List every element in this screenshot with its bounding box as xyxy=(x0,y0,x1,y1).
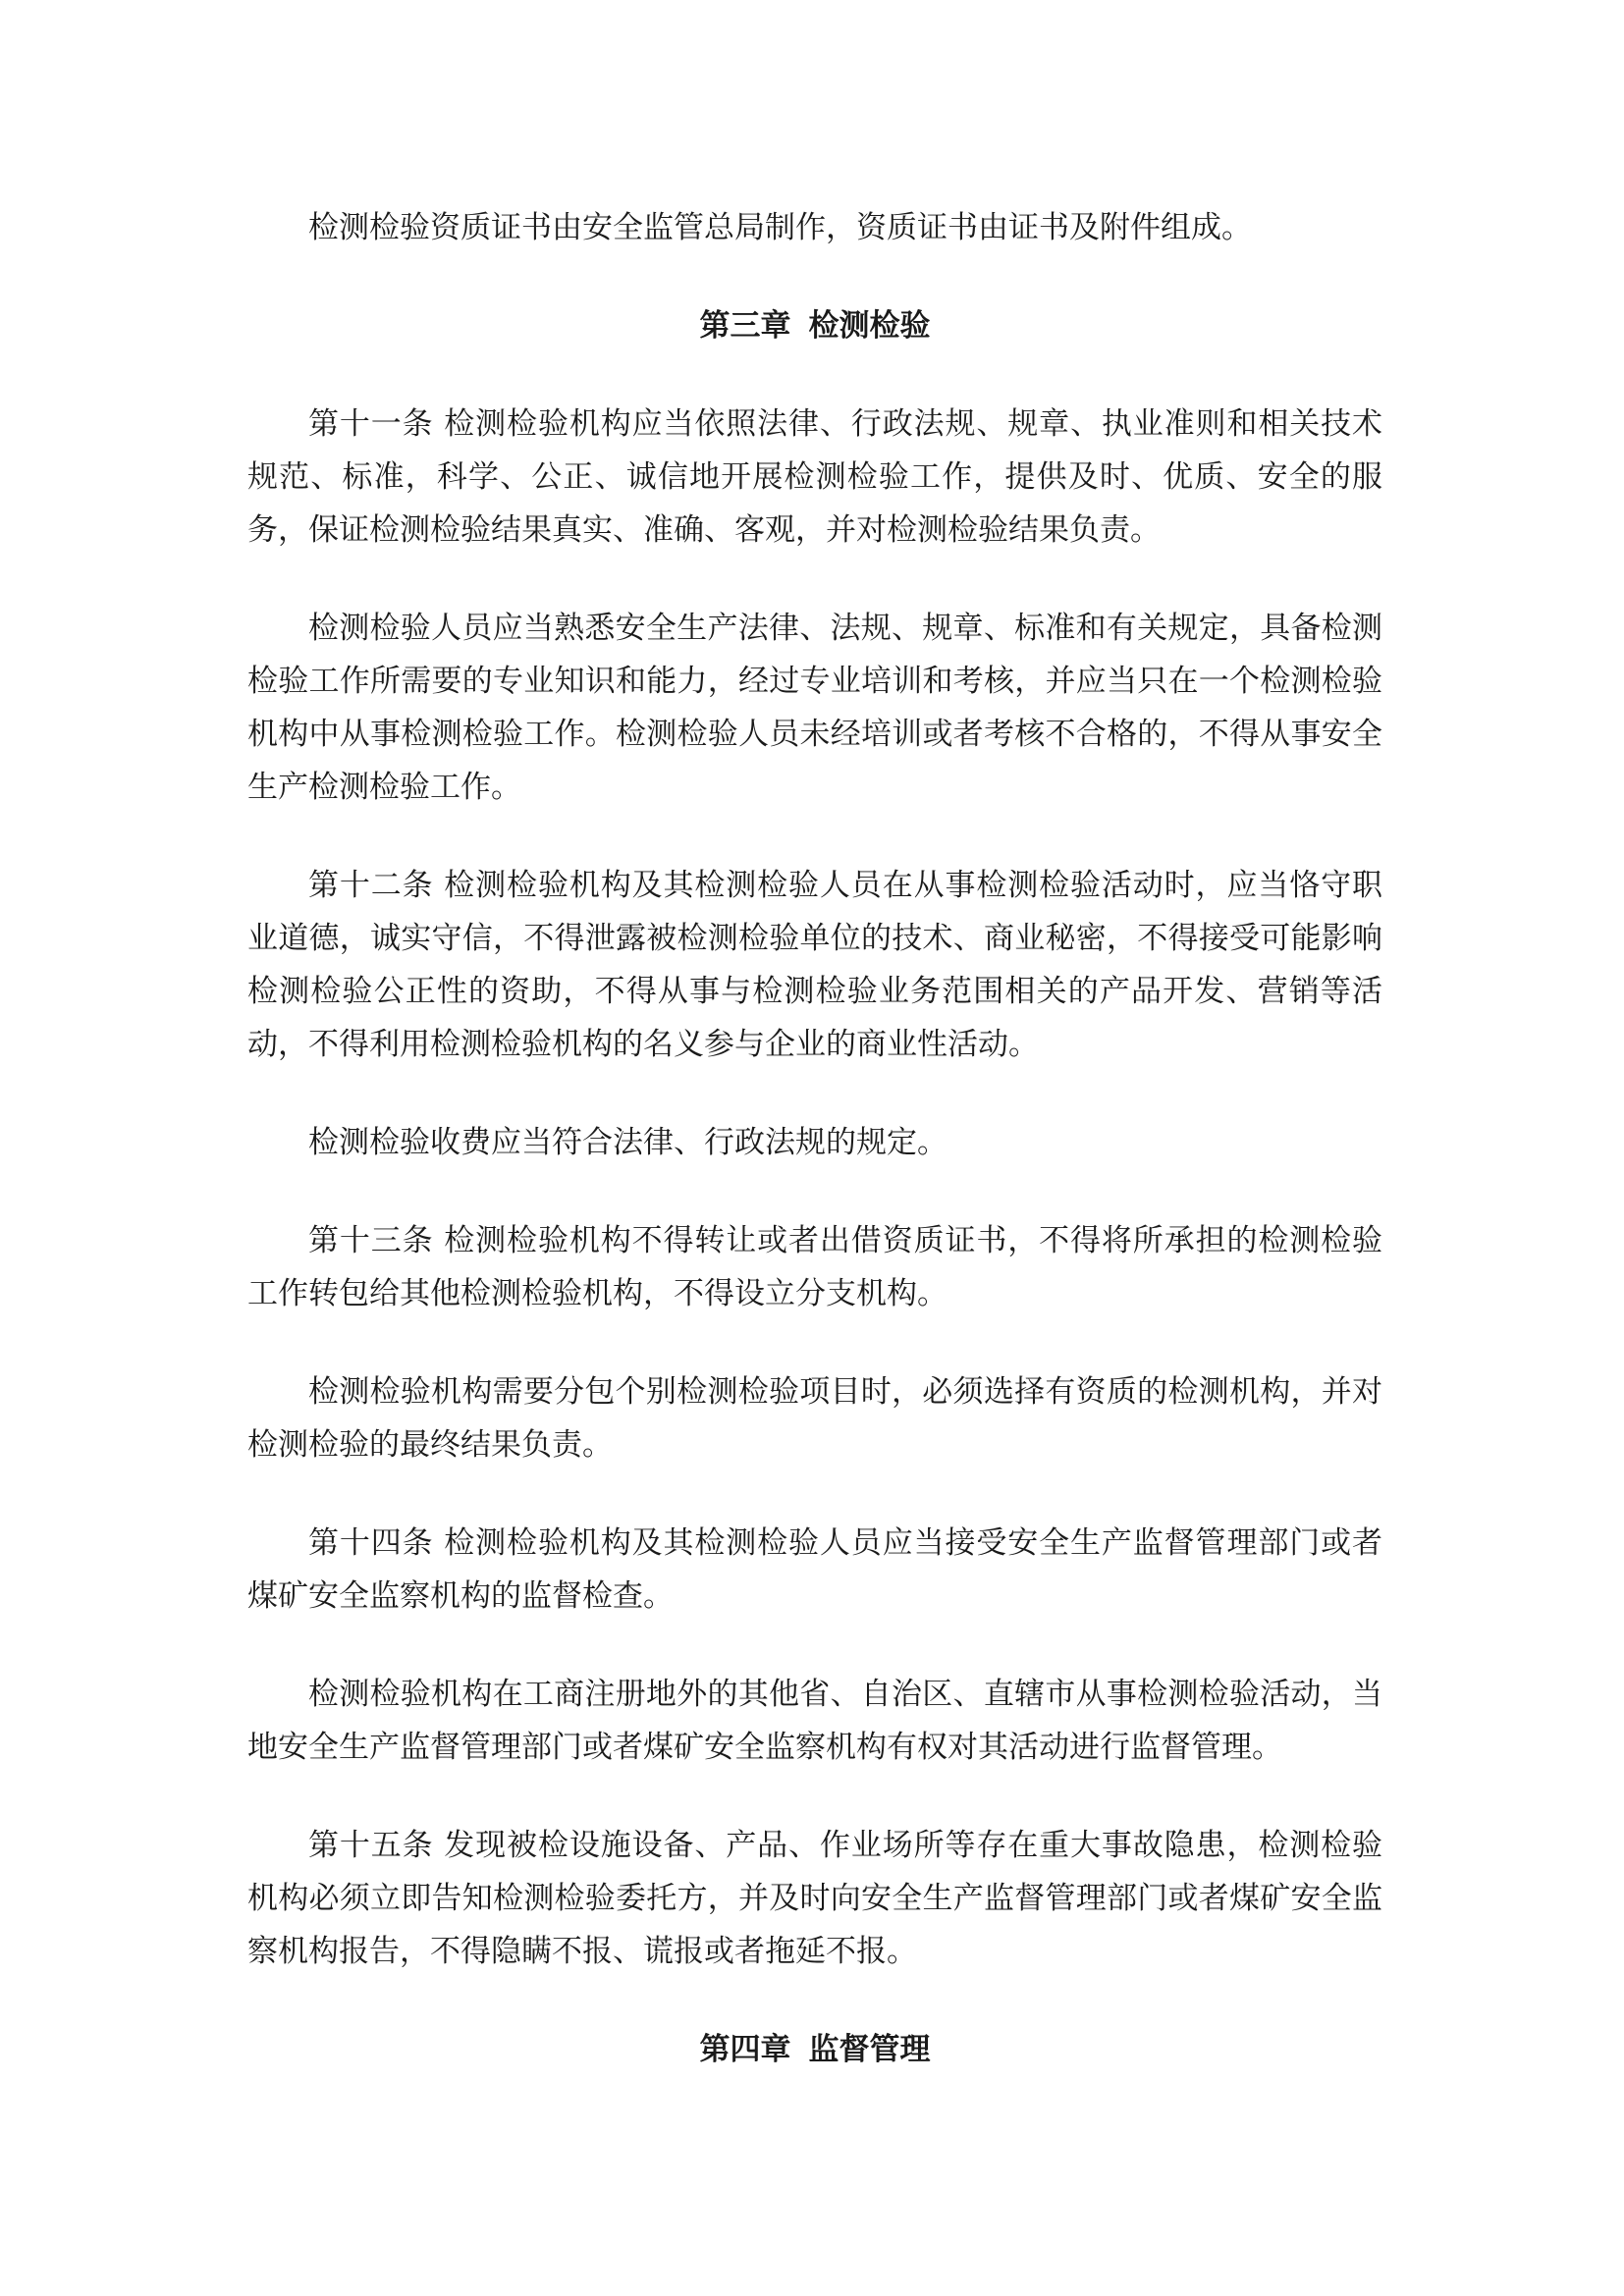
chapter-heading-3 xyxy=(247,299,1382,352)
paragraph: 检测检验收费应当符合法律、行政法规的规定。 xyxy=(308,1125,947,1160)
chapter-title: 检测检验 xyxy=(808,308,931,344)
article-11: 第十一条 检测检验机构应当依照法律、行政法规、规章、执业准则和相关技术规范、标准，科学、公正、诚信地开展检测检验工作，提供及时、优质、安全的服务，保证检测检验结果真实、准确、客观，并对检测检验结果负责。 xyxy=(247,406,1382,548)
chapter-number: 第三章 xyxy=(699,308,791,344)
chapter-heading-4 xyxy=(247,2023,1382,2076)
article-13: 第十三条 检测检验机构不得转让或者出借资质证书，不得将所承担的检测检验工作转包给其他检测检验机构，不得设立分支机构。 xyxy=(247,1223,1382,1311)
article-15: 第十五条 发现被检设施设备、产品、作业场所等存在重大事故隐患，检测检验机构必须立即告知检测检验委托方，并及时向安全生产监督管理部门或者煤矿安全监察机构报告，不得隐瞒不报、谎报或者拖延不报。 xyxy=(247,1828,1382,1969)
paragraph: 检测检验资质证书由安全监管总局制作，资质证书由证书及附件组成。 xyxy=(308,210,1252,245)
chapter-number: 第四章 xyxy=(699,2032,791,2067)
article-14: 第十四条 检测检验机构及其检测检验人员应当接受安全生产监督管理部门或者煤矿安全监察机构的监督检查。 xyxy=(247,1525,1382,1614)
document-body xyxy=(247,201,1382,2121)
article-12: 第十二条 检测检验机构及其检测检验人员在从事检测检验活动时，应当恪守职业道德，诚实守信，不得泄露被检测检验单位的技术、商业秘密，不得接受可能影响检测检验公正性的资助，不得从事与检测检验业务范围相关的产品开发、营销等活动，不得利用检测检验机构的名义参与企业的商业性活动。 xyxy=(247,868,1382,1062)
chapter-title: 监督管理 xyxy=(808,2032,931,2067)
paragraph: 检测检验人员应当熟悉安全生产法律、法规、规章、标准和有关规定，具备检测检验工作所需要的专业知识和能力，经过专业培训和考核，并应当只在一个检测检验机构中从事检测检验工作。检测检验人员未经培训或者考核不合格的，不得从事安全生产检测检验工作。 xyxy=(247,611,1382,805)
paragraph: 检测检验机构需要分包个别检测检验项目时，必须选择有资质的检测机构，并对检测检验的最终结果负责。 xyxy=(247,1374,1382,1463)
paragraph: 检测检验机构在工商注册地外的其他省、自治区、直辖市从事检测检验活动，当地安全生产监督管理部门或者煤矿安全监察机构有权对其活动进行监督管理。 xyxy=(247,1677,1382,1765)
